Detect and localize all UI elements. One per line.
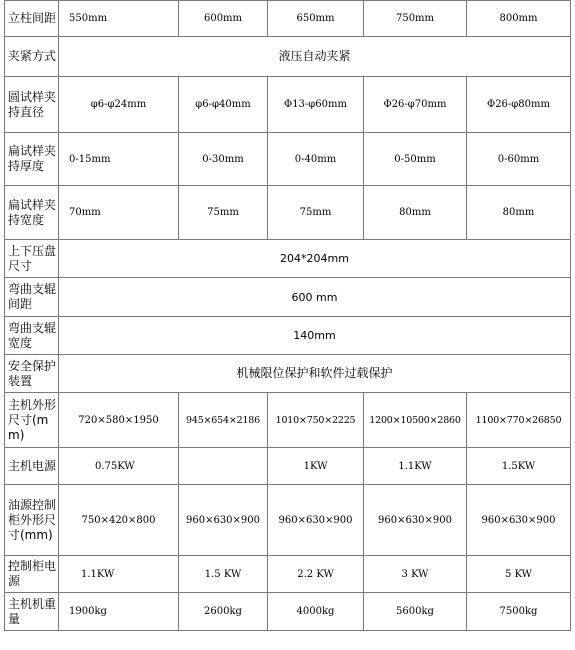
table-cell: 0-40mm <box>268 133 364 186</box>
table-row <box>5 186 571 240</box>
table-cell: 0-15mm <box>59 133 179 186</box>
table-cell: 0-60mm <box>467 133 571 186</box>
table-cell: 550mm <box>59 1 179 37</box>
spec-table <box>4 0 571 631</box>
table-cell: 720×580×1950 <box>59 393 179 448</box>
table-cell: 1.1KW <box>59 556 179 593</box>
table-cell: 0-30mm <box>179 133 268 186</box>
table-cell: 750×420×800 <box>59 485 179 556</box>
row-label: 控制柜电源 <box>5 556 59 593</box>
table-cell: 70mm <box>59 186 179 240</box>
table-cell: φ6-φ40mm <box>179 77 268 133</box>
table-cell: 75mm <box>179 186 268 240</box>
table-cell <box>179 448 268 485</box>
table-cell: 960×630×900 <box>268 485 364 556</box>
table-cell: 5 KW <box>467 556 571 593</box>
table-cell: 3 KW <box>364 556 467 593</box>
table-row <box>5 448 571 485</box>
table-row <box>5 317 571 355</box>
table-row <box>5 393 571 448</box>
table-cell: 7500kg <box>467 593 571 631</box>
row-label: 安全保护装置 <box>5 355 59 393</box>
table-cell: Φ26-φ70mm <box>364 77 467 133</box>
table-cell: 1.5KW <box>467 448 571 485</box>
table-row <box>5 355 571 393</box>
table-row <box>5 556 571 593</box>
table-cell: 4000kg <box>268 593 364 631</box>
table-cell: 2600kg <box>179 593 268 631</box>
table-cell: 1200×10500×2860 <box>364 393 467 448</box>
row-label: 上下压盘尺寸 <box>5 240 59 278</box>
table-cell: 650mm <box>268 1 364 37</box>
row-label: 扁试样夹持宽度 <box>5 186 59 240</box>
merged-cell: 140mm <box>59 317 571 355</box>
merged-cell: 600 mm <box>59 278 571 317</box>
table-cell: 0-50mm <box>364 133 467 186</box>
table-row <box>5 37 571 77</box>
table-cell: 1900kg <box>59 593 179 631</box>
table-cell: 75mm <box>268 186 364 240</box>
table-cell: Φ13-φ60mm <box>268 77 364 133</box>
row-label: 油源控制柜外形尺寸(mm) <box>5 485 59 556</box>
merged-cell: 液压自动夹紧 <box>59 37 571 77</box>
table-cell: 1010×750×2225 <box>268 393 364 448</box>
row-label: 主机机重量 <box>5 593 59 631</box>
table-row <box>5 133 571 186</box>
table-row <box>5 77 571 133</box>
table-cell: 800mm <box>467 1 571 37</box>
table-row <box>5 278 571 317</box>
table-row <box>5 485 571 556</box>
merged-cell: 机械限位保护和软件过载保护 <box>59 355 571 393</box>
merged-cell: 204*204mm <box>59 240 571 278</box>
table-cell: 960×630×900 <box>179 485 268 556</box>
table-cell: 80mm <box>467 186 571 240</box>
table-cell: 80mm <box>364 186 467 240</box>
row-label: 夹紧方式 <box>5 37 59 77</box>
row-label: 弯曲支辊宽度 <box>5 317 59 355</box>
table-cell: 960×630×900 <box>467 485 571 556</box>
table-row <box>5 240 571 278</box>
table-cell: 750mm <box>364 1 467 37</box>
row-label: 扁试样夹持厚度 <box>5 133 59 186</box>
table-cell: φ6-φ24mm <box>59 77 179 133</box>
row-label: 圆试样夹持直径 <box>5 77 59 133</box>
table-cell: 2.2 KW <box>268 556 364 593</box>
table-cell: Φ26-φ80mm <box>467 77 571 133</box>
table-row <box>5 593 571 631</box>
row-label: 主机电源 <box>5 448 59 485</box>
table-cell: 1.5 KW <box>179 556 268 593</box>
table-cell: 960×630×900 <box>364 485 467 556</box>
row-label: 立柱间距 <box>5 1 59 37</box>
table-cell: 945×654×2186 <box>179 393 268 448</box>
table-row <box>5 1 571 37</box>
row-label: 主机外形尺寸(mm) <box>5 393 59 448</box>
row-label: 弯曲支辊间距 <box>5 278 59 317</box>
table-cell: 0.75KW <box>59 448 179 485</box>
table-cell: 1100×770×26850 <box>467 393 571 448</box>
table-cell: 1.1KW <box>364 448 467 485</box>
table-cell: 1KW <box>268 448 364 485</box>
table-cell: 5600kg <box>364 593 467 631</box>
table-cell: 600mm <box>179 1 268 37</box>
